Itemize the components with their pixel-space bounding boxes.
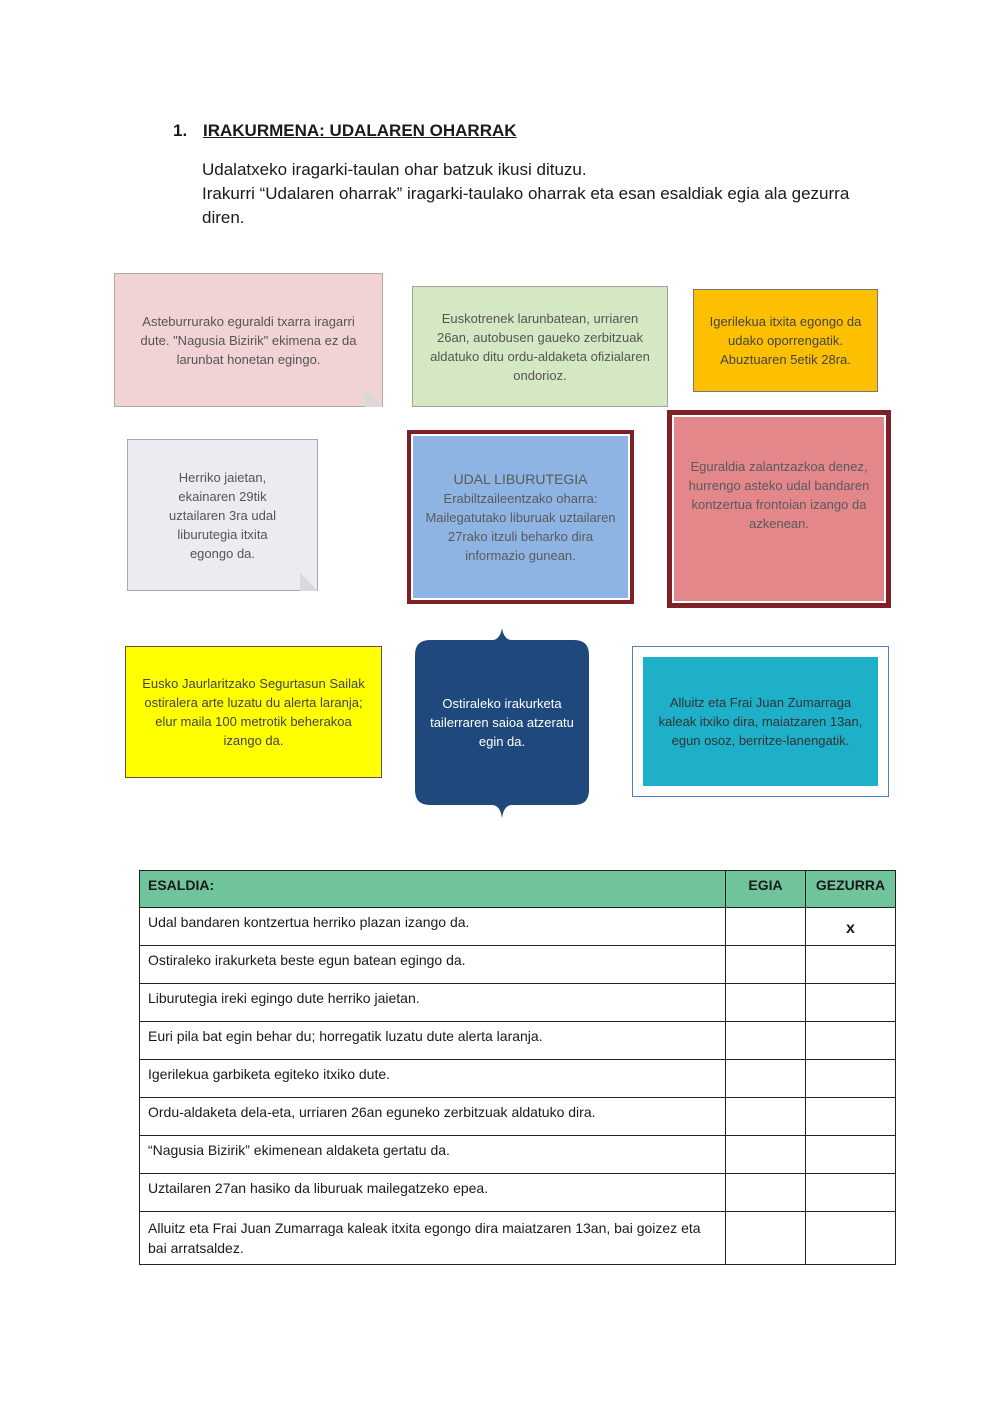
note-euskotren <box>412 286 668 407</box>
note-library-title: UDAL LIBURUTEGIA <box>453 470 588 487</box>
gezurra-cell[interactable] <box>806 984 896 1022</box>
note-festival <box>127 439 318 591</box>
page-curl-icon <box>300 573 318 591</box>
gezurra-cell[interactable] <box>806 1212 896 1265</box>
note-weather-text: Asteburrurako eguraldi txarra iragarri dute. "Nagusia Bizirik" ekimena ez da larunbat honetan egingo. <box>140 313 357 367</box>
note-streets-frame <box>632 646 889 797</box>
note-pool-text: Igerilekua itxita egongo da udako oporrengatik. Abuztuaren 5etik 28ra. <box>709 314 862 367</box>
section-title: IRAKURMENA: UDALAREN OHARRAK <box>203 121 517 140</box>
table-row <box>140 1174 896 1212</box>
statement-cell: Igerilekua garbiketa egiteko itxiko dute. <box>140 1060 726 1098</box>
note-alert-text: Eusko Jaurlaritzako Segurtasun Sailak ostiralera arte luzatu du alerta laranja; elur maila 100 metrotik beherakoa izango da. <box>142 676 365 748</box>
note-streets-text: Alluitz eta Frai Juan Zumarraga kaleak itxiko dira, maiatzaren 13an, egun osoz, berritze-lanengatik. <box>658 695 863 748</box>
egia-cell[interactable] <box>726 946 806 984</box>
statement-cell: Euri pila bat egin behar du; horregatik luzatu dute alerta laranja. <box>140 1022 726 1060</box>
intro-text <box>202 158 882 230</box>
note-concert-text: Eguraldia zalantzazkoa denez, hurrengo asteko udal bandaren kontzertua frontoian izango da azkenean. <box>688 459 870 531</box>
statement-cell: Liburutegia ireki egingo dute herriko jaietan. <box>140 984 726 1022</box>
note-reading <box>416 640 588 805</box>
note-library-frame <box>407 430 634 604</box>
table-row <box>140 1098 896 1136</box>
page-curl-icon <box>365 389 383 407</box>
header-egia: EGIA <box>726 871 806 908</box>
egia-cell[interactable] <box>726 1174 806 1212</box>
intro-line-2: Irakurri “Udalaren oharrak” iragarki-taulako oharrak eta esan esaldiak egia ala gezurra diren. <box>202 184 850 227</box>
note-library <box>411 434 630 600</box>
note-pool <box>693 289 878 392</box>
note-alert <box>125 646 382 778</box>
note-euskotren-text: Euskotrenek larunbatean, urriaren 26an, autobusen gaueko zerbitzuak aldatuko ditu ordu-aldaketa ofizialaren ondorioz. <box>430 310 650 383</box>
checkmark-x: x <box>846 920 855 937</box>
statement-cell: Ostiraleko irakurketa beste egun batean egingo da. <box>140 946 726 984</box>
gezurra-cell[interactable] <box>806 1136 896 1174</box>
statement-cell: “Nagusia Bizirik” ekimenean aldaketa gertatu da. <box>140 1136 726 1174</box>
table-row <box>140 908 896 946</box>
header-esaldia: ESALDIA: <box>140 871 726 908</box>
table-header-row <box>140 871 896 908</box>
statement-cell: Ordu-aldaketa dela-eta, urriaren 26an eguneko zerbitzuak aldatuko dira. <box>140 1098 726 1136</box>
statement-cell: Alluitz eta Frai Juan Zumarraga kaleak itxita egongo dira maiatzaren 13an, bai goizez eta bai arratsaldez. <box>140 1212 726 1265</box>
table-row <box>140 1212 896 1265</box>
table-row <box>140 946 896 984</box>
note-streets <box>643 657 878 786</box>
gezurra-cell[interactable] <box>806 1060 896 1098</box>
egia-cell[interactable] <box>726 1022 806 1060</box>
gezurra-cell[interactable] <box>806 1174 896 1212</box>
note-concert <box>672 415 886 603</box>
egia-cell[interactable] <box>726 1136 806 1174</box>
table-row <box>140 1136 896 1174</box>
egia-cell[interactable] <box>726 1212 806 1265</box>
gezurra-cell[interactable] <box>806 1022 896 1060</box>
gezurra-cell[interactable] <box>806 908 896 946</box>
table-row <box>140 984 896 1022</box>
table-row <box>140 1060 896 1098</box>
note-library-body: Erabiltzaileentzako oharra: Mailegatutako liburuak uztailaren 27rako itzuli beharko dira informazio gunean. <box>425 490 616 563</box>
note-reading-text: Ostiraleko irakurketa tailerraren saioa atzeratu egin da. <box>430 696 574 749</box>
egia-cell[interactable] <box>726 984 806 1022</box>
gezurra-cell[interactable] <box>806 1098 896 1136</box>
egia-cell[interactable] <box>726 1098 806 1136</box>
note-concert-frame <box>667 410 891 608</box>
table-row <box>140 1022 896 1060</box>
gezurra-cell[interactable] <box>806 946 896 984</box>
egia-cell[interactable] <box>726 908 806 946</box>
note-weather <box>114 273 383 407</box>
header-gezurra: GEZURRA <box>806 871 896 908</box>
section-heading <box>173 121 517 141</box>
egia-cell[interactable] <box>726 1060 806 1098</box>
statement-cell: Uztailaren 27an hasiko da liburuak mailegatzeko epea. <box>140 1174 726 1212</box>
section-number: 1. <box>173 121 188 140</box>
note-festival-text: Herriko jaietan, ekainaren 29tik uztailaren 3ra udal liburutegia itxita egongo da. <box>169 469 276 561</box>
answer-table <box>139 870 896 1265</box>
statement-cell: Udal bandaren kontzertua herriko plazan izango da. <box>140 908 726 946</box>
intro-line-1: Udalatxeko iragarki-taulan ohar batzuk ikusi dituzu. <box>202 160 587 179</box>
